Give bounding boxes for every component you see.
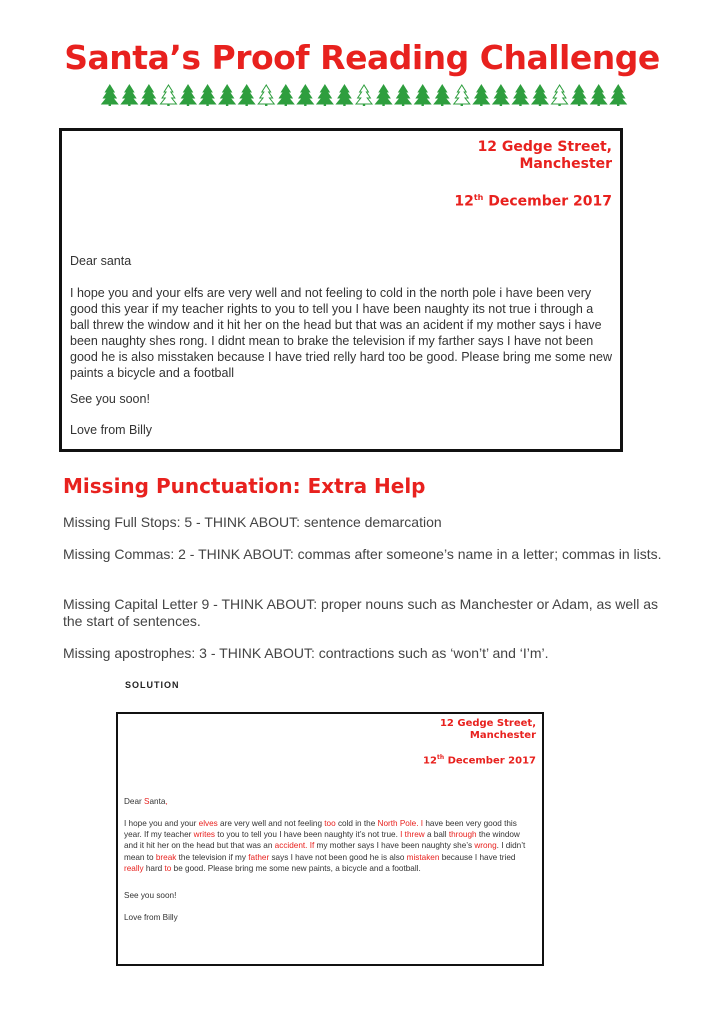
christmas-tree-icon — [493, 85, 509, 106]
christmas-tree-icon — [571, 85, 587, 106]
letter-text: be good. Please bring me some new paints, a bicycle and a football. — [171, 863, 421, 873]
solution-address-line2: Manchester — [469, 730, 536, 741]
christmas-tree-icon — [454, 85, 470, 106]
correction-text: to — [164, 863, 172, 873]
christmas-tree-icon — [415, 85, 431, 106]
letter-text: anta — [149, 797, 166, 806]
solution-date-suffix: th — [436, 754, 445, 761]
letter-text: I hope you and your — [124, 819, 199, 828]
solution-letter-box — [116, 712, 544, 966]
correction-text: S — [144, 797, 150, 806]
solution-label: SOLUTION — [125, 680, 180, 690]
correction-text: father — [248, 852, 270, 862]
letter-greeting: Dear santa — [70, 254, 132, 268]
letter-text: hard — [143, 863, 165, 873]
letter-text: says I have not been good he is also — [269, 852, 407, 862]
letter-address — [478, 139, 612, 173]
solution-date-day: 12 — [423, 755, 437, 767]
letter-text: have been very good this year. If my teacher — [124, 819, 517, 840]
letter-closing-2: Love from Billy — [70, 423, 152, 437]
original-letter-box — [59, 128, 623, 452]
letter-text: are very well and not feeling — [217, 819, 325, 828]
christmas-tree-icon — [258, 85, 274, 106]
christmas-tree-icon — [102, 85, 118, 106]
letter-address-line2: Manchester — [519, 156, 612, 172]
christmas-tree-icon — [219, 85, 235, 106]
letter-address-line1: 12 Gedge Street, — [477, 139, 612, 155]
letter-date-suffix: th — [473, 193, 484, 202]
solution-date — [423, 752, 536, 767]
page-title: Santa’s Proof Reading Challenge — [64, 38, 660, 77]
letter-text: Dear — [124, 797, 145, 806]
christmas-tree-icon — [336, 85, 352, 106]
solution-date-rest: December 2017 — [444, 755, 536, 767]
christmas-tree-icon — [278, 85, 294, 106]
christmas-tree-icon — [160, 85, 176, 106]
christmas-tree-icon — [297, 85, 313, 106]
correction-text: I threw — [400, 830, 425, 840]
correction-text: wrong — [474, 841, 497, 851]
christmas-tree-icon — [376, 85, 392, 106]
correction-text: break — [155, 852, 177, 862]
christmas-tree-icon — [434, 85, 450, 106]
correction-text: too — [324, 819, 336, 828]
help-item-commas: Missing Commas: 2 - THINK ABOUT: commas after someone’s name in a letter; commas in lists. — [63, 546, 662, 562]
solution-closing-1: See you soon! — [124, 891, 177, 900]
christmas-tree-icon — [121, 85, 137, 106]
christmas-tree-icon — [610, 85, 626, 106]
correction-text: elves — [198, 819, 218, 828]
letter-text: a ball — [424, 830, 449, 840]
correction-text: accident. If — [274, 841, 315, 851]
christmas-tree-icon — [395, 85, 411, 106]
letter-text: . I didn’t mean to — [124, 841, 526, 862]
help-item-apostrophes: Missing apostrophes: 3 - THINK ABOUT: contractions such as ‘won’t’ and ‘I’m’. — [63, 645, 549, 661]
solution-address — [440, 718, 536, 742]
letter-closing-1: See you soon! — [70, 392, 150, 406]
letter-text: because I have tried — [439, 852, 516, 862]
christmas-tree-icon — [180, 85, 196, 106]
christmas-tree-icon — [356, 85, 372, 106]
christmas-tree-icon — [532, 85, 548, 106]
correction-text: writes — [193, 830, 216, 840]
christmas-tree-icon — [239, 85, 255, 106]
christmas-tree-icon — [591, 85, 607, 106]
correction-text: North Pole. I — [377, 819, 424, 828]
letter-date-day: 12 — [454, 193, 474, 210]
christmas-tree-border — [100, 84, 628, 106]
help-item-capitals: Missing Capital Letter 9 - THINK ABOUT: proper nouns such as Manchester or Adam, as well as the start of sentences. — [63, 596, 658, 629]
letter-text: the television if my — [176, 852, 249, 862]
christmas-tree-icon — [552, 85, 568, 106]
solution-paragraph — [124, 818, 534, 874]
letter-text: the window and it hit her on the head but that was an — [124, 830, 520, 851]
letter-paragraph: I hope you and your elfs are very well and not feeling to cold in the north pole i have been very good this year if my teacher rights to you to tell you I have been naughty its not true i through a ball threw the window and it hit her on the head but that was an acident if my mother says i have been naughty shes rong. I didnt mean to brake the television if my farther says I have not been good he is also misstaken because I have tried relly hard too be good. Please bring me some new paints a bicycle and a football — [70, 286, 612, 380]
letter-text: to you to tell you I have been naughty it’s not true. — [215, 830, 401, 840]
solution-closing-2: Love from Billy — [124, 913, 178, 922]
correction-text: mistaken — [406, 852, 440, 862]
help-section-title: Missing Punctuation: Extra Help — [63, 474, 426, 498]
christmas-tree-icon — [473, 85, 489, 106]
solution-greeting — [124, 796, 534, 807]
correction-text: , — [165, 797, 168, 806]
letter-date — [454, 189, 612, 211]
letter-date-rest: December 2017 — [483, 193, 612, 210]
christmas-tree-icon — [141, 85, 157, 106]
letter-text: my mother says I have been naughty she’s — [314, 841, 475, 851]
help-item-full-stops: Missing Full Stops: 5 - THINK ABOUT: sentence demarcation — [63, 514, 442, 530]
correction-text: through — [448, 830, 477, 840]
christmas-tree-icon — [317, 85, 333, 106]
solution-address-line1: 12 Gedge Street, — [439, 718, 536, 729]
letter-text: cold in the — [335, 819, 378, 828]
christmas-tree-icon — [200, 85, 216, 106]
christmas-tree-icon — [512, 85, 528, 106]
correction-text: really — [124, 863, 144, 873]
